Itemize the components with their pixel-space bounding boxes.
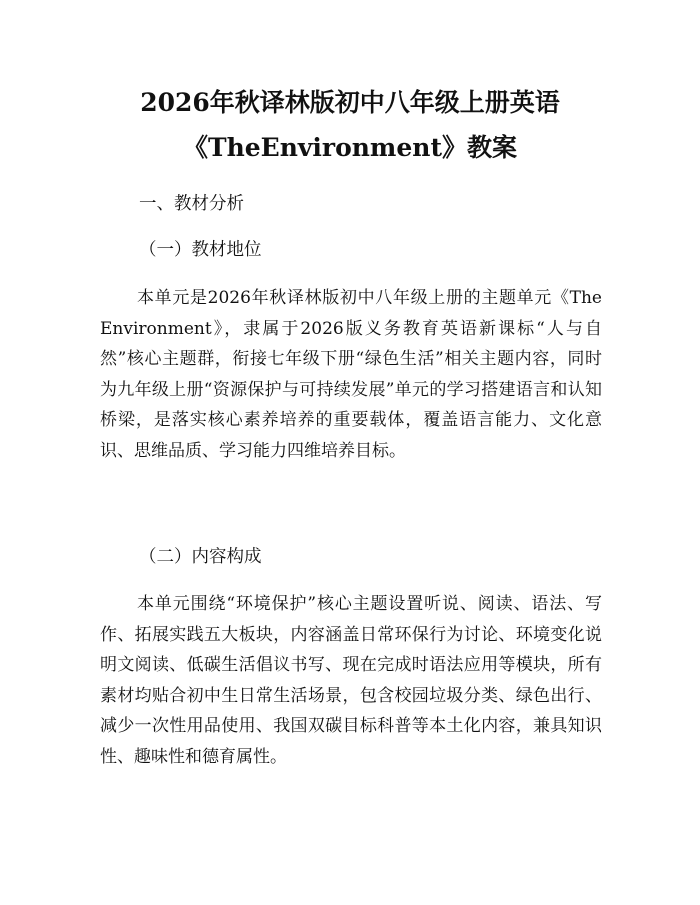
subsection-heading-textbook-position: （一）教材地位	[139, 240, 262, 260]
section-heading-textbook-analysis: 一、教材分析	[139, 194, 244, 214]
subsection-heading-content-composition: （二）内容构成	[139, 547, 262, 567]
document-title-line-2: 《TheEnvironment》教案	[182, 133, 518, 162]
document-title-line-1: 2026年秋译林版初中八年级上册英语	[140, 88, 560, 117]
paragraph-content-composition: 本单元围绕“环境保护”核心主题设置听说、阅读、语法、写作、拓展实践五大板块，内容涵盖日常环保行为讨论、环境变化说明文阅读、低碳生活倡议书写、现在完成时语法应用等模块，所有素材均贴合初中生日常生活场景，包含校园垃圾分类、绿色出行、减少一次性用品使用、我国双碳目标科普等本土化内容，兼具知识性、趣味性和德育属性。	[100, 594, 602, 767]
paragraph-textbook-position: 本单元是2026年秋译林版初中八年级上册的主题单元《The Environment》，隶属于2026版义务教育英语新课标“人与自然”核心主题群，衔接七年级下册“绿色生活”相关主题内容，同时为九年级上册“资源保护与可持续发展”单元的学习搭建语言和认知桥梁，是落实核心素养培养的重要载体，覆盖语言能力、文化意识、思维品质、学习能力四维培养目标。	[100, 288, 602, 461]
